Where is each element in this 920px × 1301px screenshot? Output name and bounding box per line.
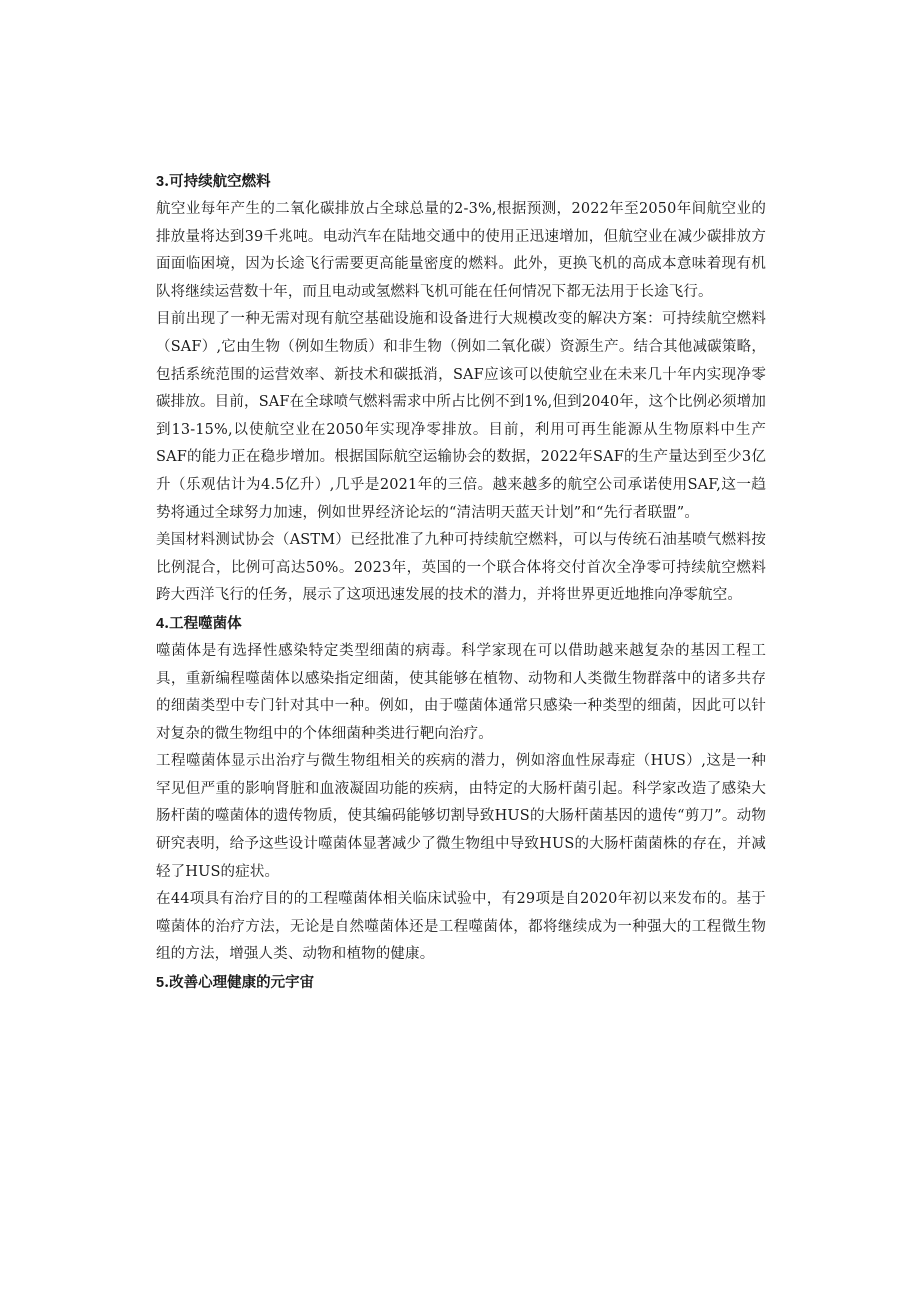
- section-4-paragraph-2: 工程噬菌体显示出治疗与微生物组相关的疾病的潜力，例如溶血性尿毒症（HUS）,这是一种罕见但严重的影响肾脏和血液凝固功能的疾病，由特定的大肠杆菌引起。科学家改造了感染大肠杆菌的噬菌体的遗传物质，使其编码能够切割导致HUS的大肠杆菌基因的遗传“剪刀”。动物研究表明，给予这些设计噬菌体显著减少了微生物组中导致HUS的大肠杆菌菌株的存在，并减轻了HUS的症状。: [156, 753, 766, 880]
- document-page: [156, 168, 766, 997]
- section-4-paragraph-3: 在44项具有治疗目的的工程噬菌体相关临床试验中，有29项是自2020年初以来发布的。基于噬菌体的治疗方法，无论是自然噬菌体还是工程噬菌体，都将继续成为一种强大的工程微生物组的方法，增强人类、动物和植物的健康。: [156, 891, 766, 963]
- section-4-heading: [156, 610, 766, 638]
- section-5-heading: [156, 969, 766, 997]
- section-5-title: .改善心理健康的元宇宙: [164, 974, 315, 992]
- section-3-paragraph-2: 目前出现了一种无需对现有航空基础设施和设备进行大规模改变的解决方案：可持续航空燃料（SAF）,它由生物（例如生物质）和非生物（例如二氧化碳）资源生产。结合其他减碳策略，包括系统范围的运营效率、新技术和碳抵消，SAF应该可以使航空业在未来几十年内实现净零碳排放。目前，SAF在全球喷气燃料需求中所占比例不到1%,但到2040年，这个比例必须增加到13-15%,以使航空业在2050年实现净零排放。目前，利用可再生能源从生物原料中生产SAF的能力正在稳步增加。根据国际航空运输协会的数据，2022年SAF的生产量达到至少3亿升（乐观估计为4.5亿升）,几乎是2021年的三倍。越来越多的航空公司承诺使用SAF,这一趋势将通过全球努力加速，例如世界经济论坛的“清洁明天蓝天计划”和“先行者联盟”。: [156, 311, 766, 521]
- section-3-paragraph-1: 航空业每年产生的二氧化碳排放占全球总量的2-3%,根据预测，2022年至2050年间航空业的排放量将达到39千兆吨。电动汽车在陆地交通中的使用正迅速增加，但航空业在减少碳排放方面面临困境，因为长途飞行需要更高能量密度的燃料。此外，更换飞机的高成本意味着现有机队将继续运营数十年，而且电动或氢燃料飞机可能在任何情况下都无法用于长途飞行。: [156, 201, 766, 300]
- section-3-paragraph-3: 美国材料测试协会（ASTM）已经批准了九种可持续航空燃料，可以与传统石油基喷气燃料按比例混合，比例可高达50%。2023年，英国的一个联合体将交付首次全净零可持续航空燃料跨大西洋飞行的任务，展示了这项迅速发展的技术的潜力，并将世界更近地推向净零航空。: [156, 532, 766, 604]
- section-4-title: .工程噬菌体: [164, 614, 242, 632]
- section-4-number: 4: [156, 615, 165, 632]
- section-3-title: .可持续航空燃料: [164, 173, 271, 190]
- section-3-number: 3: [156, 174, 165, 190]
- section-3-heading: [156, 168, 766, 196]
- section-5-number: 5: [156, 975, 165, 992]
- section-4-paragraph-1: 噬菌体是有选择性感染特定类型细菌的病毒。科学家现在可以借助越来越复杂的基因工程工具，重新编程噬菌体以感染指定细菌，使其能够在植物、动物和人类微生物群落中的诸多共存的细菌类型中专门针对其中一种。例如，由于噬菌体通常只感染一种类型的细菌，因此可以针对复杂的微生物组中的个体细菌种类进行靶向治疗。: [156, 642, 766, 742]
